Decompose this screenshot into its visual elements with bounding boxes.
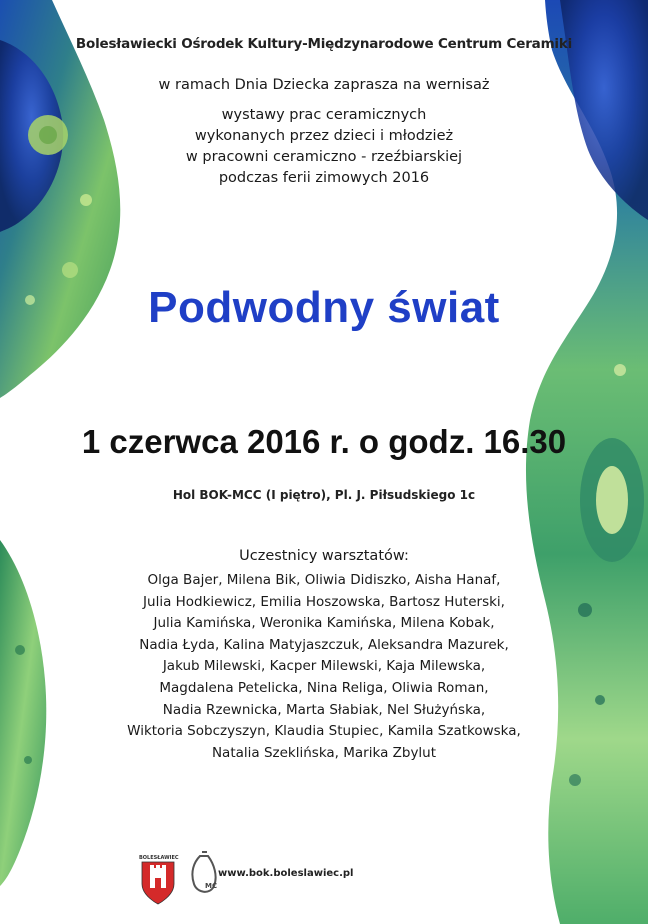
exhibition-line: podczas ferii zimowych 2016	[218, 170, 430, 186]
participants-line: Nadia Rzewnicka, Marta Słabiak, Nel Służyńska,	[162, 701, 486, 718]
coat-of-arms-gate	[155, 878, 161, 888]
coat-of-arms-battlement	[156, 865, 160, 869]
exhibition-description	[0, 105, 648, 189]
participants-line: Jakub Milewski, Kacper Milewski, Kaja Milewska,	[162, 658, 486, 675]
participants-heading: Uczestnicy warsztatów:	[239, 548, 409, 564]
participants-line: Julia Hodkiewicz, Emilia Hoszowska, Bartosz Huterski,	[143, 593, 505, 610]
participants-line: Natalia Szeklińska, Marika Zbylut	[211, 744, 437, 761]
participants-line: Magdalena Petelicka, Nina Religa, Oliwia Roman,	[159, 679, 489, 696]
vase-logo-letters: MC	[205, 882, 218, 890]
event-date-time: 1 czerwca 2016 r. o godz. 16.30	[81, 423, 567, 460]
ceramic-bubble	[614, 364, 626, 376]
ceramic-bubble	[569, 774, 581, 786]
ceramic-bubble	[80, 194, 92, 206]
boleslawiec-coat-of-arms-logo	[142, 862, 174, 904]
exhibition-line: wystawy prac ceramicznych	[221, 107, 427, 123]
event-venue: Hol BOK-MCC (I piętro), Pl. J. Piłsudskiego 1c	[172, 488, 476, 502]
ceramic-bubble	[62, 262, 78, 278]
participants-list	[0, 570, 648, 764]
organizer-name: Bolesławiecki Ośrodek Kultury-Międzynarodowe Centrum Ceramiki	[75, 36, 573, 52]
invitation-line: w ramach Dnia Dziecka zaprasza na wernisaż	[158, 77, 490, 93]
website-link[interactable]: www.bok.boleslawiec.pl	[218, 868, 354, 879]
exhibition-title: Podwodny świat	[148, 283, 500, 332]
exhibition-line: wykonanych przez dzieci i młodzież	[194, 128, 454, 144]
coat-of-arms-battlement	[162, 865, 166, 869]
coat-of-arms-battlement	[150, 865, 154, 869]
bok-mcc-vase-logo	[192, 852, 217, 892]
participants-line: Olga Bajer, Milena Bik, Oliwia Didiszko, Aisha Hanaf,	[147, 572, 501, 588]
participants-line: Wiktoria Sobczyszyn, Klaudia Stupiec, Kamila Szatkowska,	[127, 723, 521, 740]
participants-line: Julia Kamińska, Weronika Kamińska, Milena Kobak,	[153, 615, 495, 632]
participants-line: Nadia Łyda, Kalina Matyjaszczuk, Aleksandra Mazurek,	[139, 636, 509, 653]
exhibition-line: w pracowni ceramiczno - rzeźbiarskiej	[185, 149, 463, 165]
city-logo-label: BOLESŁAWIEC	[139, 855, 179, 861]
